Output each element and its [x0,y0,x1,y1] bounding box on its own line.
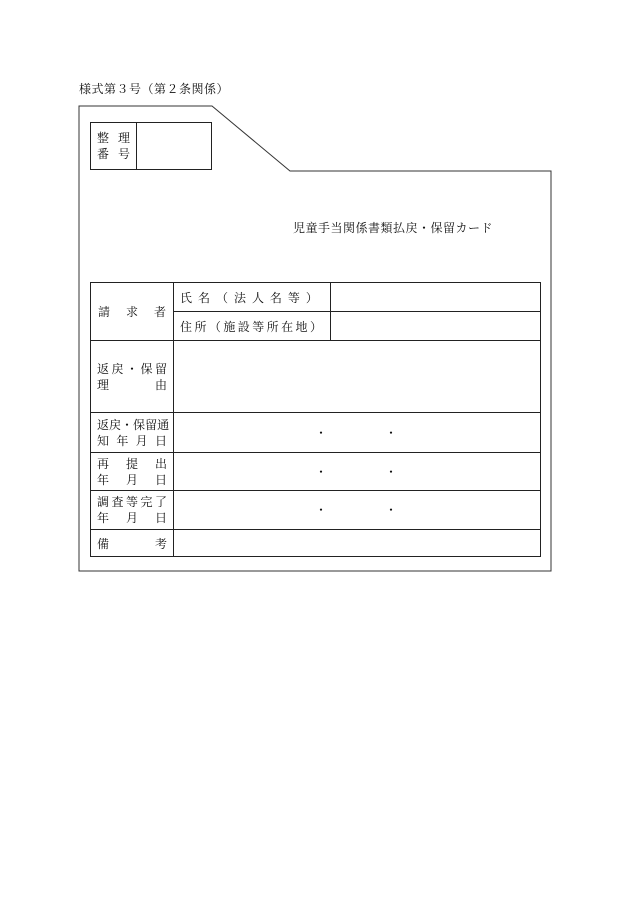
name-label: 氏 名 （ 法 人 名 等 ） [174,283,331,312]
date-separator: ・ [384,503,398,517]
form-number-label: 様式第３号（第２条関係） [79,82,230,96]
seiri-label-line2: 番 号 [97,147,130,161]
seiri-label-line1: 整 理 [97,131,130,145]
table-row [91,491,541,530]
table-row [91,530,541,557]
date-separator: ・ [314,464,328,479]
address-label: 住 所 （ 施 設 等 所 在 地 ） [174,312,331,341]
date-separator: ・ [384,464,398,479]
reason-label: 返 戻 ・ 保 留 理 由 [91,341,174,413]
table-row [91,341,541,413]
date-separator: ・ [384,425,398,440]
table-row [91,413,541,453]
resubmit-date-label: 再 提 出 年 月 日 [91,453,174,491]
seikyusha-label: 請 求 者 [91,283,174,341]
table-row [91,453,541,491]
table-row [91,283,541,312]
seiri-bango-value-field[interactable] [137,123,211,169]
address-field[interactable] [331,312,541,341]
date-separator: ・ [314,503,328,517]
seiri-bango-box [90,122,212,170]
remarks-field[interactable] [174,530,541,557]
notice-date-field[interactable] [174,413,541,453]
card-title: 児童手当関係書類払戻・保留カード [293,221,494,235]
notice-date-label: 返 戻 ・ 保 留 通 知 年 月 日 [91,413,174,453]
date-separator: ・ [314,425,328,440]
seiri-bango-label [91,123,137,169]
reason-field[interactable] [174,341,541,413]
name-field[interactable] [331,283,541,312]
survey-date-field[interactable] [174,491,541,530]
remarks-label: 備 考 [91,530,174,557]
card-table [90,282,541,557]
survey-date-label: 調 査 等 完 了 年 月 日 [91,491,174,530]
resubmit-date-field[interactable] [174,453,541,491]
